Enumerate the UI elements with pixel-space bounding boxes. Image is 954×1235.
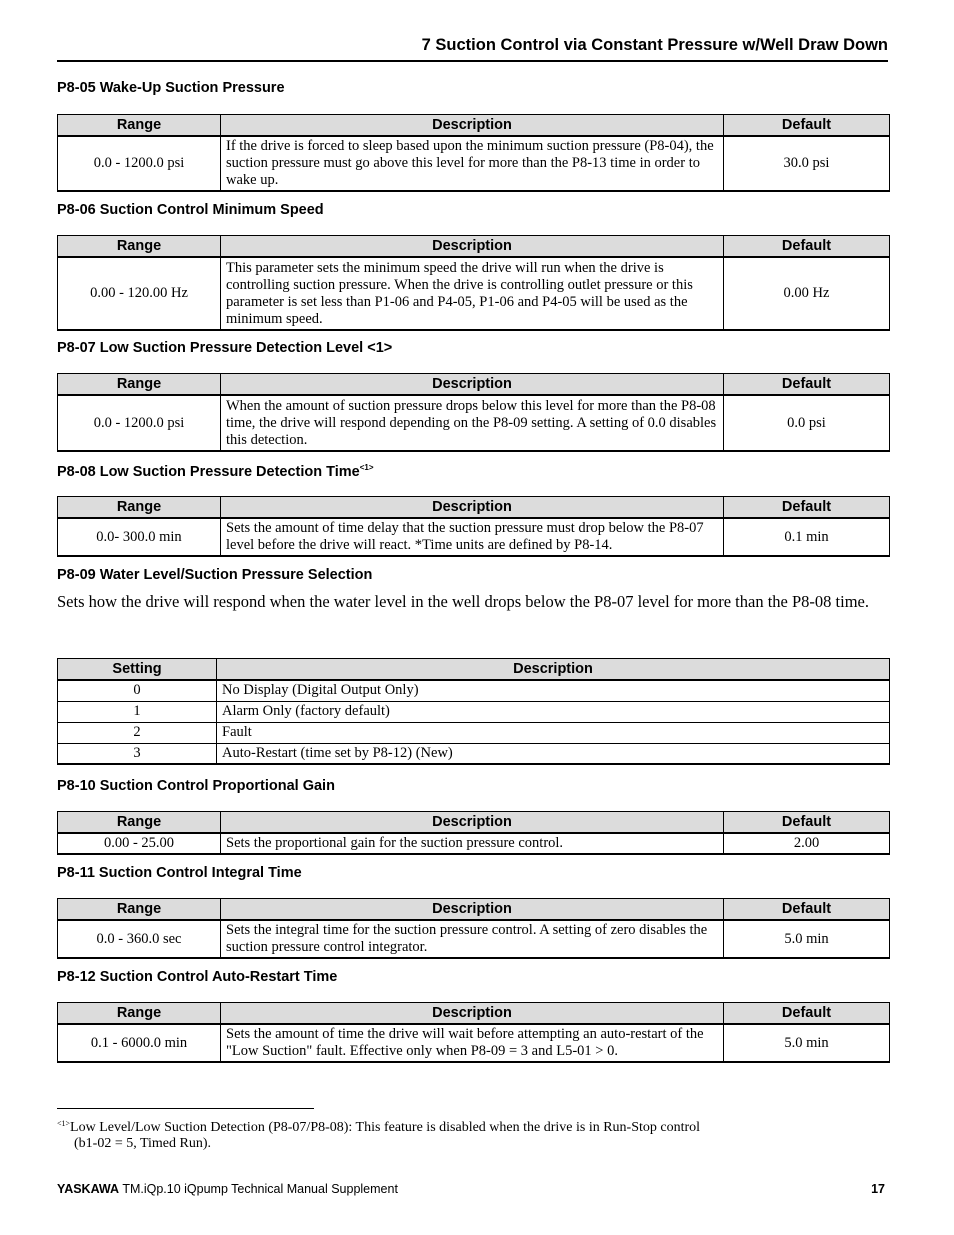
setting-value: 2 [58, 722, 217, 743]
default-header: Default [724, 236, 890, 258]
p8-07-range: 0.0 - 1200.0 psi [58, 395, 221, 451]
description-header: Description [221, 899, 724, 921]
p8-07-title: P8-07 Low Suction Pressure Detection Level <1> [57, 340, 393, 356]
range-header: Range [58, 497, 221, 519]
footnote [57, 1116, 887, 1152]
description-header: Description [221, 115, 724, 137]
default-header: Default [724, 1003, 890, 1025]
p8-07-table [57, 373, 890, 452]
p8-11-title: P8-11 Suction Control Integral Time [57, 865, 302, 881]
p8-10-table [57, 811, 890, 855]
table-row [58, 722, 890, 743]
range-header: Range [58, 115, 221, 137]
default-header: Default [724, 374, 890, 396]
p8-12-title: P8-12 Suction Control Auto-Restart Time [57, 969, 338, 985]
p8-12-description: Sets the amount of time the drive will wait before attempting an auto-restart of the "Low Suction" fault. Effective only when P8-09 = 3 and L5-01 > 0. [221, 1024, 724, 1062]
description-header: Description [221, 812, 724, 834]
brand-name: YASKAWA [57, 1182, 120, 1196]
setting-description: No Display (Digital Output Only) [217, 680, 890, 701]
p8-08-footnote-ref: <1> [359, 463, 374, 472]
p8-10-default: 2.00 [724, 833, 890, 854]
description-header: Description [221, 374, 724, 396]
p8-07-default: 0.0 psi [724, 395, 890, 451]
setting-value: 3 [58, 743, 217, 764]
setting-value: 1 [58, 701, 217, 722]
p8-06-table [57, 235, 890, 331]
header-rule [57, 60, 888, 62]
footnote-line-2: (b1-02 = 5, Timed Run). [74, 1136, 212, 1151]
p8-11-description: Sets the integral time for the suction pressure control. A setting of zero disables the suction pressure control integrator. [221, 920, 724, 958]
footnote-marker: <1> [57, 1119, 71, 1128]
p8-11-range: 0.0 - 360.0 sec [58, 920, 221, 958]
p8-06-description: This parameter sets the minimum speed the drive will run when the drive is controlling suction pressure. When the drive is controlling outlet pressure or this parameter is set less than P1-06 and P4-05, P1-06 and P4-05 will be used as the minimum speed. [221, 257, 724, 330]
p8-08-range: 0.0- 300.0 min [58, 518, 221, 556]
setting-value: 0 [58, 680, 217, 701]
setting-description: Auto-Restart (time set by P8-12) (New) [217, 743, 890, 764]
footnote-rule [57, 1108, 314, 1109]
p8-08-title [57, 463, 374, 480]
p8-05-title: P8-05 Wake-Up Suction Pressure [57, 80, 285, 96]
table-row [58, 701, 890, 722]
p8-08-title-text: P8-08 Low Suction Pressure Detection Time [57, 464, 360, 480]
p8-09-intro: Sets how the drive will respond when the water level in the well drops below the P8-07 level for more than the P8-08 time. [57, 592, 869, 611]
range-header: Range [58, 236, 221, 258]
range-header: Range [58, 812, 221, 834]
range-header: Range [58, 374, 221, 396]
p8-11-default: 5.0 min [724, 920, 890, 958]
p8-10-title: P8-10 Suction Control Proportional Gain [57, 778, 335, 794]
default-header: Default [724, 497, 890, 519]
default-header: Default [724, 812, 890, 834]
p8-06-default: 0.00 Hz [724, 257, 890, 330]
chapter-title: 7 Suction Control via Constant Pressure w/Well Draw Down [421, 36, 888, 54]
range-header: Range [58, 899, 221, 921]
p8-06-title: P8-06 Suction Control Minimum Speed [57, 202, 324, 218]
p8-12-range: 0.1 - 6000.0 min [58, 1024, 221, 1062]
description-header: Description [221, 1003, 724, 1025]
page-number: 17 [871, 1182, 885, 1196]
p8-09-settings-table [57, 658, 890, 765]
description-header: Description [221, 497, 724, 519]
default-header: Default [724, 899, 890, 921]
p8-11-table [57, 898, 890, 959]
range-header: Range [58, 1003, 221, 1025]
p8-05-description: If the drive is forced to sleep based upon the minimum suction pressure (P8-04), the suction pressure must go above this level for more than the P8-13 time in order to wake up. [221, 136, 724, 191]
p8-08-description: Sets the amount of time delay that the suction pressure must drop below the P8-07 level before the drive will react. *Time units are defined by P8-14. [221, 518, 724, 556]
p8-05-table [57, 114, 890, 192]
table-row [58, 680, 890, 701]
p8-08-default: 0.1 min [724, 518, 890, 556]
setting-description: Fault [217, 722, 890, 743]
setting-description: Alarm Only (factory default) [217, 701, 890, 722]
p8-05-range: 0.0 - 1200.0 psi [58, 136, 221, 191]
setting-header: Setting [58, 659, 217, 681]
p8-09-title: P8-09 Water Level/Suction Pressure Selection [57, 567, 373, 583]
p8-10-range: 0.00 - 25.00 [58, 833, 221, 854]
p8-07-description: When the amount of suction pressure drops below this level for more than the P8-08 time, the drive will respond depending on the P8-09 setting. A setting of 0.0 disables this detection. [221, 395, 724, 451]
p8-08-table [57, 496, 890, 557]
p8-05-default: 30.0 psi [724, 136, 890, 191]
default-header: Default [724, 115, 890, 137]
p8-10-description: Sets the proportional gain for the suction pressure control. [221, 833, 724, 854]
footer-left [57, 1182, 398, 1196]
p8-06-range: 0.00 - 120.00 Hz [58, 257, 221, 330]
description-header: Description [217, 659, 890, 681]
p8-12-table [57, 1002, 890, 1063]
footnote-line-1: Low Level/Low Suction Detection (P8-07/P8-08): This feature is disabled when the drive is in Run-Stop control [70, 1120, 701, 1135]
p8-12-default: 5.0 min [724, 1024, 890, 1062]
manual-title: TM.iQp.10 iQpump Technical Manual Supplement [122, 1182, 398, 1196]
description-header: Description [221, 236, 724, 258]
table-row [58, 743, 890, 764]
